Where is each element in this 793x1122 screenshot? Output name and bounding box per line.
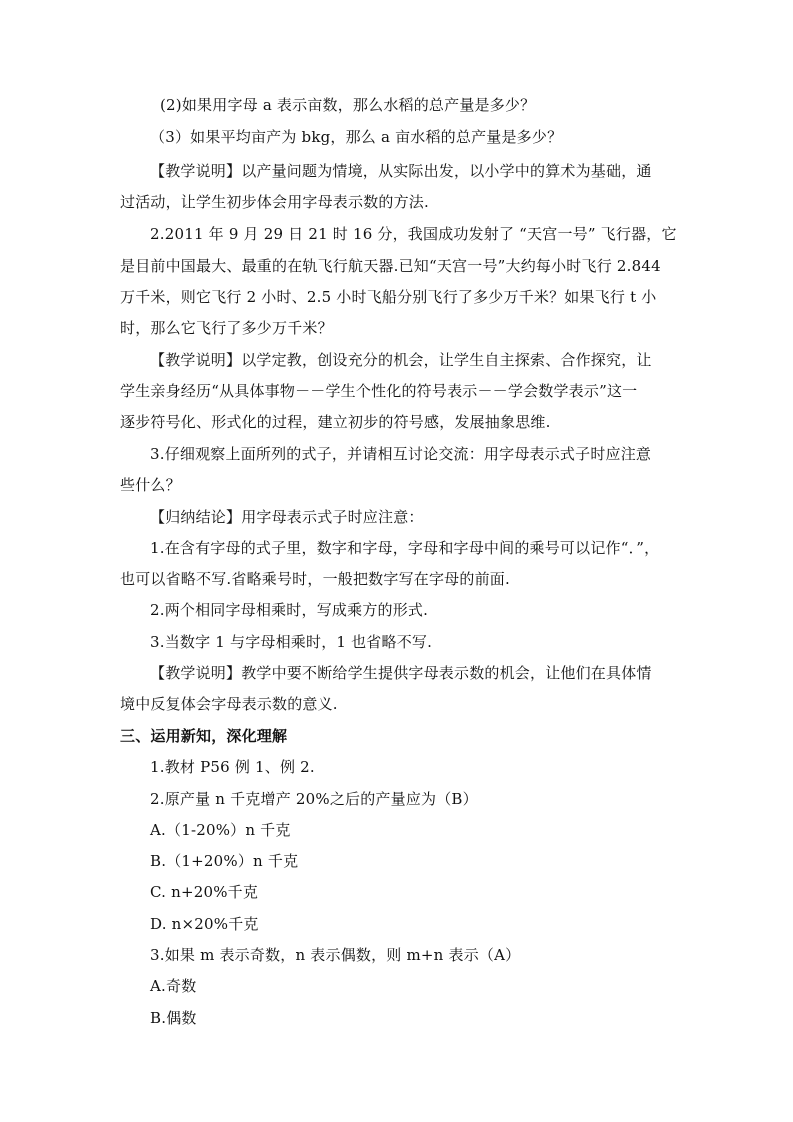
exercise-3-option-b: B.偶数 xyxy=(150,1009,197,1027)
conclusion-heading: 【归纳结论】用字母表示式子时应注意： xyxy=(150,508,424,526)
conclusion-item-1-line-1: 1.在含有字母的式子里，数字和字母，字母和字母中间的乘号可以记作“．”， xyxy=(150,539,660,557)
conclusion-item-1-line-2: 也可以省略不写.省略乘号时，一般把数字写在字母的前面. xyxy=(120,570,510,588)
teaching-note-2-line-1: 【教学说明】以学定教，创设充分的机会，让学生自主探索、合作探究，让 xyxy=(150,351,652,369)
problem-3-line-2: 些什么？ xyxy=(120,476,181,494)
teaching-note-3-line-2: 境中反复体会字母表示数的意义. xyxy=(120,695,338,713)
teaching-note-3-line-1: 【教学说明】教学中要不断给学生提供字母表示数的机会，让他们在具体情 xyxy=(150,664,652,682)
exercise-2-option-a: A.（1-20%）n 千克 xyxy=(150,821,291,839)
problem-2-line-1: 2.2011 年 9 月 29 日 21 时 16 分，我国成功发射了 “天宫一号” 飞行器，它 xyxy=(150,225,677,243)
exercise-2-option-b: B.（1+20%）n 千克 xyxy=(150,852,299,870)
teaching-note-2-line-3: 逐步符号化、形式化的过程，建立初步的符号感，发展抽象思维. xyxy=(120,413,551,431)
exercise-3: 3.如果 m 表示奇数，n 表示偶数，则 m+n 表示（A） xyxy=(150,946,521,964)
problem-3-line-1: 3.仔细观察上面所列的式子，并请相互讨论交流：用字母表示式子时应注意 xyxy=(150,445,652,463)
question-3-line: （3）如果平均亩产为 bkg，那么 a 亩水稻的总产量是多少？ xyxy=(150,128,563,146)
teaching-note-1-line-2: 过活动，让学生初步体会用字母表示数的方法. xyxy=(120,193,429,211)
exercise-2: 2.原产量 n 千克增产 20%之后的产量应为（B） xyxy=(150,790,478,808)
problem-2-line-2: 是目前中国最大、最重的在轨飞行航天器.已知“天宫一号”大约每小时飞行 2.844 xyxy=(120,257,661,275)
teaching-note-2-line-2: 学生亲身经历“从具体事物－－学生个性化的符号表示－－学会数学表示”这一 xyxy=(120,382,638,400)
exercise-3-option-a: A.奇数 xyxy=(150,977,197,995)
teaching-note-1-line-1: 【教学说明】以产量问题为情境，从实际出发，以小学中的算术为基础，通 xyxy=(150,162,652,180)
exercise-1: 1.教材 P56 例 1、例 2. xyxy=(150,758,315,776)
section-heading-3: 三、运用新知，深化理解 xyxy=(120,727,288,745)
conclusion-item-2: 2.两个相同字母相乘时，写成乘方的形式. xyxy=(150,601,429,619)
problem-2-line-3: 万千米，则它飞行 2 小时、2.5 小时飞船分别飞行了多少万千米？如果飞行 t 小 xyxy=(120,288,657,306)
problem-2-line-4: 时，那么它飞行了多少万千米？ xyxy=(120,319,333,337)
conclusion-item-3: 3.当数字 1 与字母相乘时，1 也省略不写. xyxy=(150,633,433,651)
question-2-line: (2)如果用字母 a 表示亩数，那么水稻的总产量是多少？ xyxy=(160,96,536,114)
exercise-2-option-c: C. n+20%千克 xyxy=(150,883,259,901)
exercise-2-option-d: D. n×20%千克 xyxy=(150,915,259,933)
